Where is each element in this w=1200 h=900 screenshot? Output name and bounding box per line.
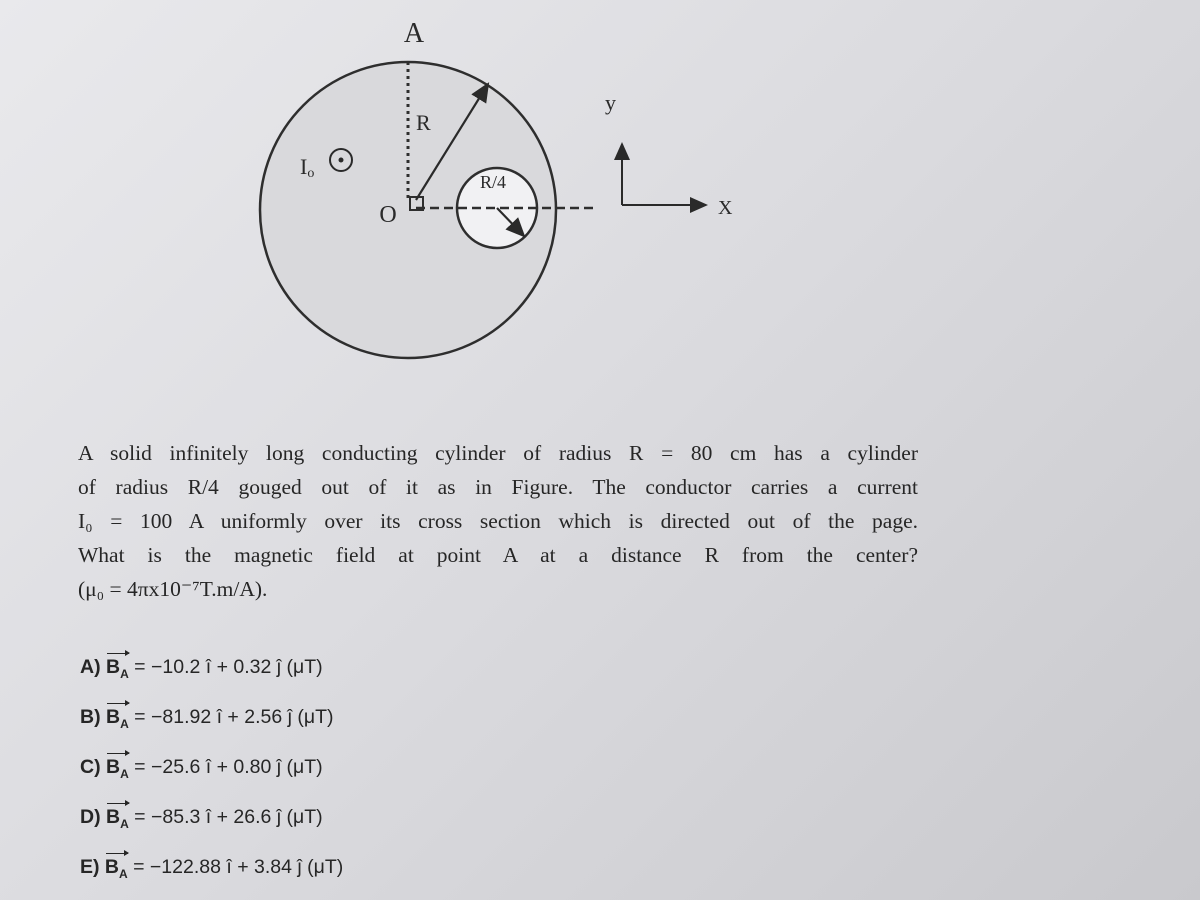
- field-vector-symbol: $B_A$: [106, 650, 129, 691]
- choice-e[interactable]: [80, 850, 680, 900]
- choice-a[interactable]: [80, 650, 680, 700]
- problem-line-3: I₀ = 100 A uniformly over its cross section which is directed out of the page.: [78, 509, 918, 533]
- choice-c[interactable]: [80, 750, 680, 800]
- x-axis-label: X: [718, 197, 733, 219]
- field-vector-symbol: $B_A$: [105, 850, 128, 891]
- choice-expression: = −81.92 î + 2.56 ĵ (μT): [128, 706, 334, 728]
- choice-expression: = −10.2 î + 0.32 ĵ (μT): [128, 656, 323, 678]
- y-axis-label: y: [605, 90, 616, 115]
- current-label: Io: [300, 154, 315, 181]
- choice-expression: = −122.88 î + 3.84 ĵ (μT): [127, 856, 344, 878]
- choice-label: A): [80, 656, 101, 678]
- field-vector-symbol: $B_A$: [106, 700, 129, 741]
- choice-b[interactable]: [80, 700, 680, 750]
- point-a-label: A: [403, 18, 425, 49]
- problem-line-4: What is the magnetic field at point A at a distance R from the center?: [78, 543, 918, 567]
- choice-expression: = −85.3 î + 26.6 ĵ (μT): [128, 806, 323, 828]
- problem-statement: [78, 436, 918, 606]
- hole-radius-label: R/4: [480, 172, 507, 192]
- field-vector-symbol: $B_A$: [106, 800, 129, 841]
- choice-label: C): [80, 756, 101, 778]
- current-dot: [339, 158, 344, 163]
- cylinder-figure: [0, 0, 1200, 420]
- problem-line-2: of radius R/4 gouged out of it as in Figure. The conductor carries a current: [78, 475, 918, 499]
- choice-d[interactable]: [80, 800, 680, 850]
- choice-label: E): [80, 856, 100, 878]
- field-vector-symbol: $B_A$: [106, 750, 129, 791]
- answer-choices: [80, 650, 680, 900]
- problem-line-1: A solid infinitely long conducting cylinder of radius R = 80 cm has a cylinder: [78, 441, 918, 465]
- choice-expression: = −25.6 î + 0.80 ĵ (μT): [128, 756, 323, 778]
- problem-line-5: (μ₀ = 4πx10⁻⁷T.m/A).: [78, 577, 268, 601]
- radius-label: R: [416, 110, 431, 135]
- choice-label: B): [80, 706, 101, 728]
- choice-label: D): [80, 806, 101, 828]
- origin-label: O: [379, 202, 397, 228]
